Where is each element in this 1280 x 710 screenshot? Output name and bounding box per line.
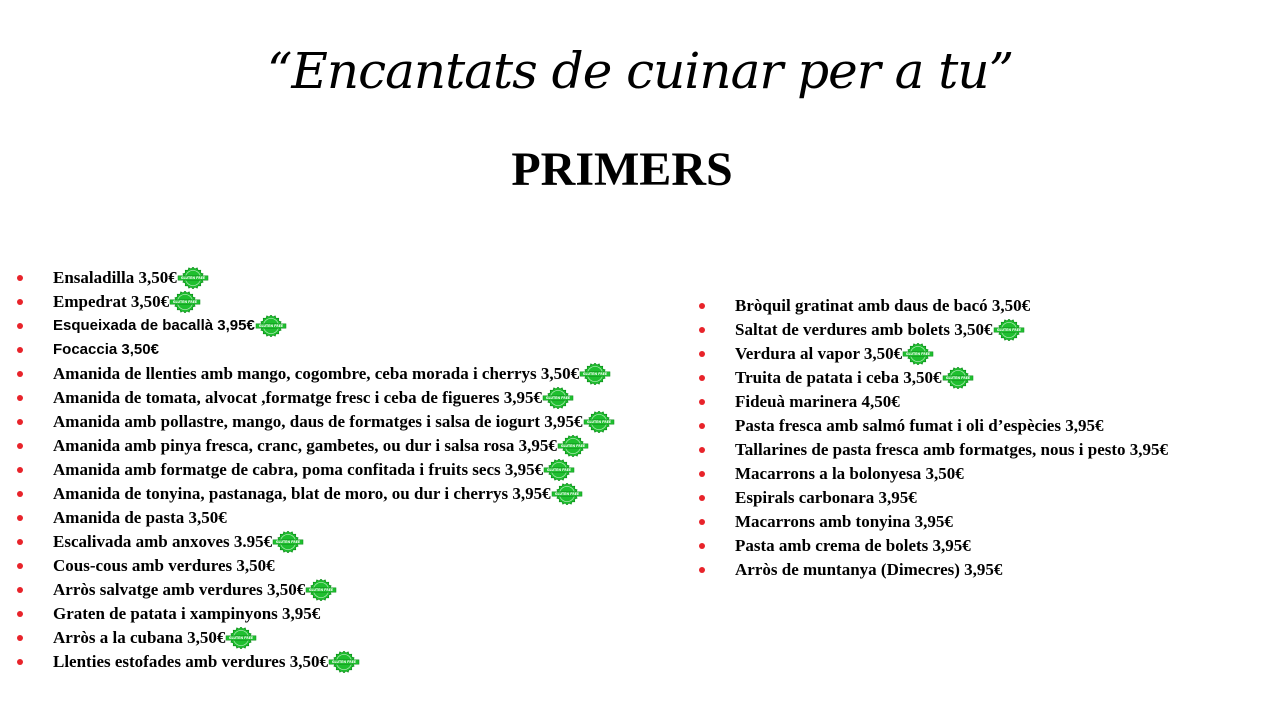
bullet-icon bbox=[17, 587, 23, 593]
bullet-icon bbox=[17, 299, 23, 305]
svg-text:GLUTEN FREE: GLUTEN FREE bbox=[331, 660, 357, 665]
bullet-icon bbox=[699, 303, 705, 309]
section-title: PRIMERS bbox=[511, 143, 733, 196]
menu-item-text: Macarrons amb tonyina 3,95€ bbox=[735, 512, 953, 531]
menu-item-text: Amanida amb formatge de cabra, poma confitada i fruits secs 3,95€ bbox=[53, 460, 544, 479]
menu-item-text: Saltat de verdures amb bolets 3,50€ bbox=[735, 320, 993, 339]
menu-item bbox=[696, 294, 1168, 318]
bullet-icon bbox=[17, 419, 23, 425]
menu-item bbox=[14, 410, 615, 434]
menu-item-text: Ensaladilla 3,50€ bbox=[53, 268, 177, 287]
svg-text:GLUTEN FREE: GLUTEN FREE bbox=[229, 636, 254, 641]
menu-item bbox=[14, 506, 615, 530]
menu-item bbox=[696, 318, 1168, 342]
menu-item bbox=[14, 530, 615, 554]
menu-item bbox=[14, 482, 615, 506]
svg-text:GLUTEN FREE: GLUTEN FREE bbox=[258, 324, 283, 329]
bullet-icon bbox=[699, 351, 705, 357]
menu-item-text: Esqueixada de bacallà 3,95€ bbox=[53, 317, 255, 334]
menu-item bbox=[696, 366, 1168, 390]
bullet-icon bbox=[699, 423, 705, 429]
menu-item bbox=[14, 578, 615, 602]
menu-item-text: Tallarines de pasta fresca amb formatges, nous i pesto 3,95€ bbox=[735, 440, 1169, 459]
bullet-icon bbox=[699, 447, 705, 453]
menu-item-text: Pasta fresca amb salmó fumat i oli d’espècies 3,95€ bbox=[735, 416, 1104, 435]
svg-text:GLUTEN FREE: GLUTEN FREE bbox=[554, 492, 579, 497]
svg-text:GLUTEN FREE: GLUTEN FREE bbox=[547, 468, 572, 473]
menu-item bbox=[14, 314, 615, 338]
bullet-icon bbox=[699, 567, 705, 573]
bullet-icon bbox=[17, 611, 23, 617]
bullet-icon bbox=[699, 375, 705, 381]
svg-text:GLUTEN FREE: GLUTEN FREE bbox=[276, 540, 301, 545]
gluten-free-badge-icon bbox=[579, 363, 611, 385]
menu-item-text: Amanida de tonyina, pastanaga, blat de moro, ou dur i cherrys 3,95€ bbox=[53, 484, 551, 503]
gluten-free-badge-icon bbox=[583, 411, 615, 433]
menu-item-text: Truita de patata i ceba 3,50€ bbox=[735, 368, 942, 387]
gluten-free-badge-icon bbox=[902, 343, 934, 365]
menu-item bbox=[696, 510, 1168, 534]
menu-item bbox=[696, 342, 1168, 366]
menu-item bbox=[696, 438, 1168, 462]
menu-item-text: Bròquil gratinat amb daus de bacó 3,50€ bbox=[735, 296, 1031, 315]
menu-item-text: Amanida de llenties amb mango, cogombre, ceba morada i cherrys 3,50€ bbox=[53, 364, 580, 383]
menu-item bbox=[14, 266, 615, 290]
menu-item bbox=[14, 602, 615, 626]
bullet-icon bbox=[17, 347, 23, 353]
bullet-icon bbox=[699, 495, 705, 501]
menu-item-text: Escalivada amb anxoves 3.95€ bbox=[53, 532, 273, 551]
gluten-free-badge-icon bbox=[542, 387, 574, 409]
bullet-icon bbox=[17, 563, 23, 569]
menu-item bbox=[696, 414, 1168, 438]
menu-item-text: Arròs salvatge amb verdures 3,50€ bbox=[53, 580, 306, 599]
gluten-free-badge-icon bbox=[993, 319, 1025, 341]
slogan: “Encantats de cuinar per a tu” bbox=[266, 42, 1014, 100]
menu-item-text: Empedrat 3,50€ bbox=[53, 292, 170, 311]
bullet-icon bbox=[17, 491, 23, 497]
menu-item-text: Focaccia 3,50€ bbox=[53, 341, 159, 358]
gluten-free-badge-icon bbox=[942, 367, 974, 389]
menu-item bbox=[14, 434, 615, 458]
menu-item bbox=[14, 554, 615, 578]
gluten-free-badge-icon bbox=[328, 651, 360, 673]
svg-text:GLUTEN FREE: GLUTEN FREE bbox=[906, 352, 931, 357]
gluten-free-badge-icon bbox=[169, 291, 201, 313]
menu-item-text: Llenties estofades amb verdures 3,50€ bbox=[53, 652, 328, 671]
menu-item-text: Amanida de tomata, alvocat ,formatge fresc i ceba de figueres 3,95€ bbox=[53, 388, 542, 407]
bullet-icon bbox=[17, 635, 23, 641]
menu-item-text: Amanida amb pollastre, mango, daus de formatges i salsa de iogurt 3,95€ bbox=[53, 412, 583, 431]
svg-text:GLUTEN FREE: GLUTEN FREE bbox=[173, 300, 198, 305]
menu-item bbox=[14, 362, 615, 386]
menu-item-text: Amanida amb pinya fresca, cranc, gambetes, ou dur i salsa rosa 3,95€ bbox=[53, 436, 557, 455]
menu-item-text: Macarrons a la bolonyesa 3,50€ bbox=[735, 464, 964, 483]
menu-item-text: Fideuà marinera 4,50€ bbox=[735, 392, 900, 411]
bullet-icon bbox=[17, 515, 23, 521]
menu-item-text: Arròs de muntanya (Dimecres) 3,95€ bbox=[735, 560, 1003, 579]
bullet-icon bbox=[17, 443, 23, 449]
menu-item bbox=[696, 534, 1168, 558]
bullet-icon bbox=[17, 467, 23, 473]
svg-text:GLUTEN FREE: GLUTEN FREE bbox=[309, 588, 334, 593]
bullet-icon bbox=[17, 371, 23, 377]
menu-item bbox=[14, 290, 615, 314]
svg-text:GLUTEN FREE: GLUTEN FREE bbox=[945, 376, 970, 381]
menu-item-text: Pasta amb crema de bolets 3,95€ bbox=[735, 536, 971, 555]
bullet-icon bbox=[699, 327, 705, 333]
bullet-icon bbox=[17, 323, 23, 329]
svg-text:GLUTEN FREE: GLUTEN FREE bbox=[545, 396, 571, 401]
bullet-icon bbox=[699, 519, 705, 525]
menu-item bbox=[14, 626, 615, 650]
bullet-icon bbox=[699, 399, 705, 405]
gluten-free-badge-icon bbox=[543, 459, 575, 481]
gluten-free-badge-icon bbox=[255, 315, 287, 337]
svg-text:GLUTEN FREE: GLUTEN FREE bbox=[180, 276, 205, 281]
bullet-icon bbox=[699, 543, 705, 549]
gluten-free-badge-icon bbox=[177, 267, 209, 289]
bullet-icon bbox=[17, 395, 23, 401]
gluten-free-badge-icon bbox=[305, 579, 337, 601]
menu-item bbox=[14, 650, 615, 674]
menu-item bbox=[696, 462, 1168, 486]
menu-item bbox=[14, 458, 615, 482]
menu-list-right bbox=[696, 294, 1168, 582]
svg-text:GLUTEN FREE: GLUTEN FREE bbox=[996, 328, 1021, 333]
svg-text:GLUTEN FREE: GLUTEN FREE bbox=[583, 372, 608, 377]
bullet-icon bbox=[17, 539, 23, 545]
bullet-icon bbox=[699, 471, 705, 477]
svg-text:GLUTEN FREE: GLUTEN FREE bbox=[560, 444, 586, 449]
bullet-icon bbox=[17, 659, 23, 665]
bullet-icon bbox=[17, 275, 23, 281]
menu-item bbox=[696, 558, 1168, 582]
gluten-free-badge-icon bbox=[225, 627, 257, 649]
gluten-free-badge-icon bbox=[551, 483, 583, 505]
menu-item-text: Arròs a la cubana 3,50€ bbox=[53, 628, 226, 647]
svg-text:GLUTEN FREE: GLUTEN FREE bbox=[586, 420, 611, 425]
menu-item bbox=[696, 486, 1168, 510]
menu-item bbox=[14, 338, 615, 362]
menu-item-text: Verdura al vapor 3,50€ bbox=[735, 344, 903, 363]
menu-item-text: Amanida de pasta 3,50€ bbox=[53, 508, 227, 527]
menu-item bbox=[696, 390, 1168, 414]
menu-item-text: Espirals carbonara 3,95€ bbox=[735, 488, 917, 507]
menu-item-text: Cous-cous amb verdures 3,50€ bbox=[53, 556, 275, 575]
menu-item-text: Graten de patata i xampinyons 3,95€ bbox=[53, 604, 321, 623]
menu-item bbox=[14, 386, 615, 410]
gluten-free-badge-icon bbox=[557, 435, 589, 457]
gluten-free-badge-icon bbox=[272, 531, 304, 553]
menu-list-left bbox=[14, 266, 615, 674]
